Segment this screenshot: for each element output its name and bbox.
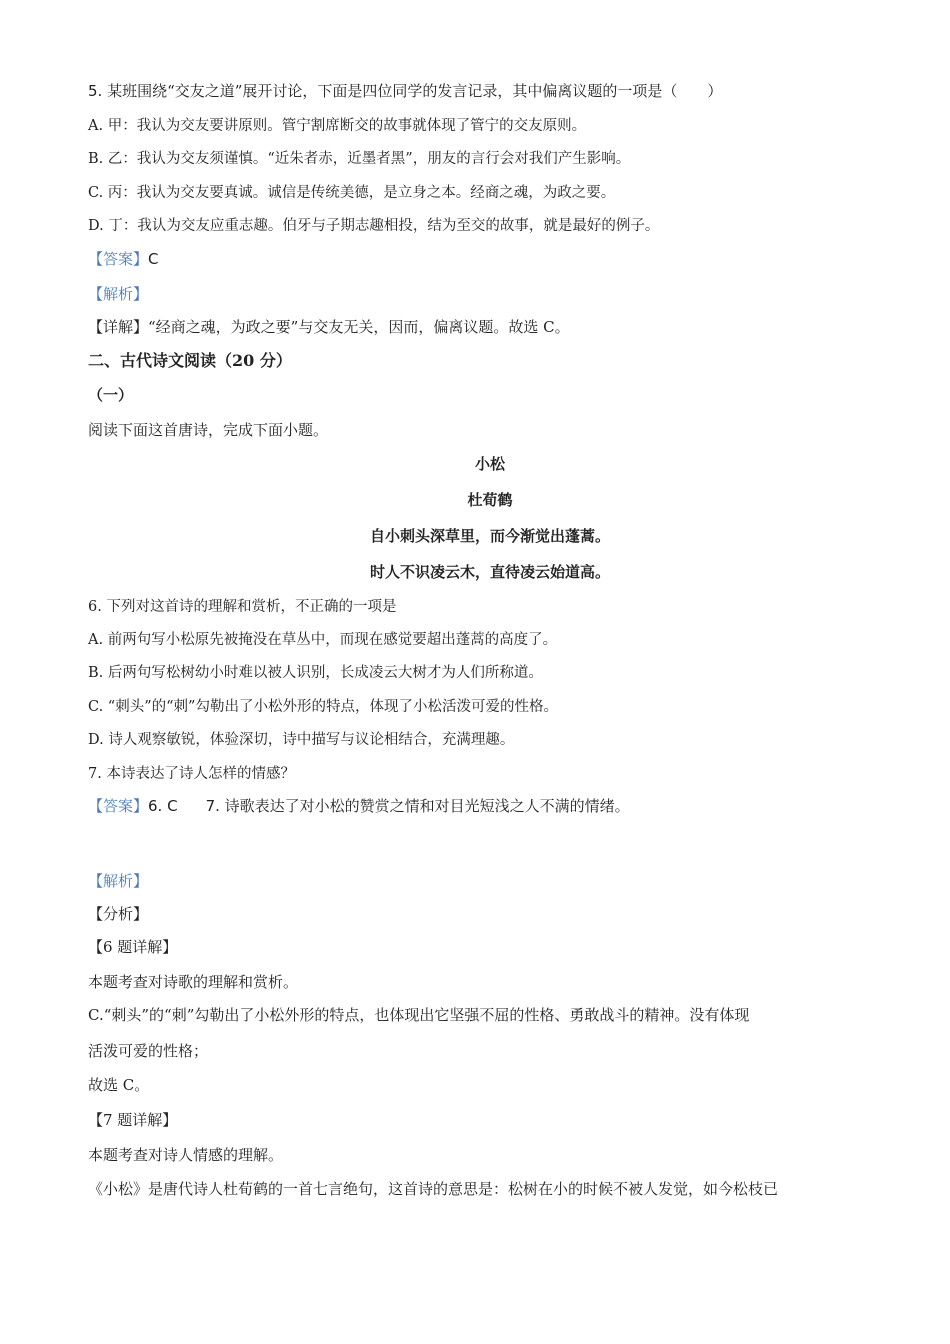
q5-analysis-tag: 【解析】 — [88, 285, 149, 303]
question-6-stem: 6. 下列对这首诗的理解和赏析，不正确的一项是 — [88, 599, 397, 615]
poem-line-1: 自小刺头深草里，而今渐觉出蓬蒿。 — [369, 527, 610, 545]
q6-detail-tag: 【6 题详解】 — [88, 938, 178, 956]
poem-line-2: 时人不识凌云木，直待凌云始道高。 — [369, 563, 610, 581]
q7-detail-line-1: 本题考查对诗人情感的理解。 — [88, 1146, 284, 1164]
question-text: 某班围绕“交友之道”展开讨论，下面是四位同学的发言记录，其中偏离议题的一项是（ ） — [107, 82, 723, 100]
q5-option-c: C. 丙：我认为交友要真诚。诚信是传统美德，是立身之本。经商之魂，为政之要。 — [88, 185, 616, 201]
section-heading: 二、古代诗文阅读（20 分） — [88, 351, 292, 370]
q67-answer — [88, 796, 630, 816]
q5-detail: 【详解】“经商之魂，为政之要”与交友无关，因而，偏离议题。故选 C。 — [88, 318, 570, 336]
poem-title: 小松 — [474, 455, 505, 473]
q6-detail-line-4: 故选 C。 — [88, 1076, 150, 1094]
q5-option-b: B. 乙：我认为交友须谨慎。“近朱者赤，近墨者黑”，朋友的言行会对我们产生影响。 — [88, 151, 631, 167]
question-number: 5. — [88, 82, 103, 100]
q6-detail-line-2: C.“刺头”的“刺”勾勒出了小松外形的特点，也体现出它坚强不屈的性格、勇敢战斗的精神。没有体现 — [88, 1006, 750, 1024]
reading-intro: 阅读下面这首唐诗，完成下面小题。 — [88, 421, 329, 439]
q6-detail-line-1: 本题考查对诗歌的理解和赏析。 — [88, 973, 299, 991]
section-subheading: （一） — [88, 386, 134, 404]
q5-answer — [88, 249, 159, 269]
answer-7-number: 7. — [205, 797, 220, 815]
poem-author: 杜荀鹤 — [467, 491, 513, 509]
answer-tag: 【答案】 — [88, 797, 149, 815]
q5-option-a: A. 甲：我认为交友要讲原则。管宁割席断交的故事就体现了管宁的交友原则。 — [88, 118, 587, 134]
q6-option-a: A. 前两句写小松原先被掩没在草丛中，而现在感觉要超出蓬蒿的高度了。 — [88, 632, 558, 648]
answer-tag: 【答案】 — [88, 250, 149, 268]
q5-option-d: D. 丁：我认为交友应重志趣。伯牙与子期志趣相投，结为至交的故事，就是最好的例子。 — [88, 218, 660, 234]
answer-7-text: 诗歌表达了对小松的赞赏之情和对目光短浅之人不满的情绪。 — [224, 797, 630, 815]
answer-value: C — [148, 250, 159, 268]
q6-detail-line-3: 活泼可爱的性格； — [88, 1042, 209, 1060]
q6-option-c: C. “刺头”的“刺”勾勒出了小松外形的特点，体现了小松活泼可爱的性格。 — [88, 699, 558, 715]
q7-detail-line-2: 《小松》是唐代诗人杜荀鹤的一首七言绝句，这首诗的意思是：松树在小的时候不被人发觉，如今松枝已 — [88, 1180, 779, 1198]
q6-option-d: D. 诗人观察敏锐，体验深切，诗中描写与议论相结合，充满理趣。 — [88, 732, 515, 748]
q67-analysis-tag: 【解析】 — [88, 872, 149, 890]
q6-option-b: B. 后两句写松树幼小时难以被人识别，长成凌云大树才为人们所称道。 — [88, 665, 543, 681]
q7-detail-tag: 【7 题详解】 — [88, 1111, 178, 1129]
question-5-stem — [88, 81, 722, 101]
answer-6: 6. C — [148, 797, 178, 815]
analysis-fenxi: 【分析】 — [88, 905, 149, 923]
question-7-stem: 7. 本诗表达了诗人怎样的情感？ — [88, 766, 295, 782]
